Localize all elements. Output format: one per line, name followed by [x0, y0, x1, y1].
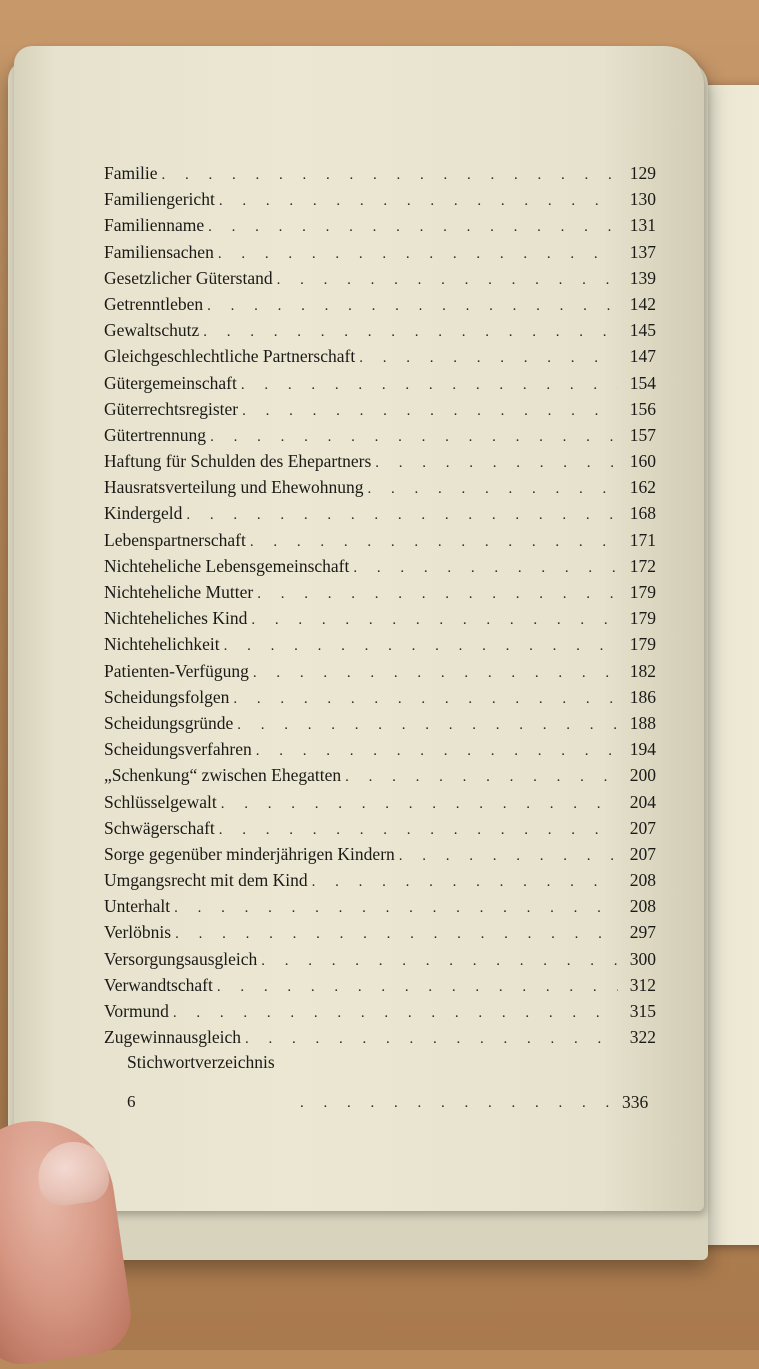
dot-leader: [186, 502, 618, 528]
toc-entry-label: Familiengericht: [104, 189, 215, 210]
dot-leader: [161, 162, 618, 188]
dot-leader: [221, 791, 618, 817]
dot-leader: [256, 738, 618, 764]
dot-leader: [208, 214, 618, 240]
toc-entry: [104, 998, 656, 1024]
toc-entry-page: 139: [629, 267, 656, 288]
toc-entry-label: Lebenspartnerschaft: [104, 529, 246, 550]
dot-leader: [173, 1000, 618, 1026]
toc-entry-page: 179: [629, 634, 656, 655]
toc-entry-label: Nichteheliche Lebensgemeinschaft: [104, 555, 350, 576]
toc-entry-page: 179: [629, 582, 656, 602]
toc-entry-label: Nichteheliche Mutter: [104, 582, 254, 602]
toc-entry-page: 207: [629, 843, 656, 864]
toc-entry-label: Scheidungsverfahren: [104, 739, 252, 760]
dot-leader: [375, 450, 618, 476]
toc-entry-page: 131: [629, 215, 656, 236]
toc-entry: [104, 789, 656, 815]
toc-entry: [104, 684, 656, 710]
dot-leader: [219, 817, 618, 843]
dot-leader: [245, 1026, 618, 1052]
dot-leader: [218, 241, 618, 267]
toc-entry: [104, 160, 656, 186]
toc-entry-label: Gütertrennung: [104, 424, 207, 445]
toc-entry-label: Schlüsselgewalt: [104, 791, 217, 812]
toc-entry-label: Güterrechtsregister: [104, 398, 239, 419]
toc-entry-page: 204: [629, 791, 656, 812]
toc-entry-label: Schwägerschaft: [104, 817, 215, 838]
dot-leader: [210, 424, 618, 450]
toc-entry-label: Familienname: [104, 215, 205, 236]
toc-entry-label: Vormund: [104, 1001, 169, 1021]
toc-entry: [104, 291, 656, 317]
toc-entry-label: Verwandtschaft: [104, 974, 213, 995]
toc-entry: [104, 893, 656, 919]
toc-entry-page: 207: [629, 817, 656, 838]
toc-entry-label: Getrenntleben: [104, 293, 204, 314]
dot-leader: [257, 581, 618, 607]
toc-entry: [104, 474, 656, 500]
dot-leader: [251, 607, 618, 633]
toc-entry-label: Nichteheliches Kind: [104, 608, 248, 629]
toc-entry: [104, 212, 656, 238]
dot-leader: [353, 555, 618, 581]
toc-entry-page: 208: [629, 870, 656, 891]
toc-entry: [104, 736, 656, 762]
toc-entry-page: 142: [629, 293, 656, 314]
dot-leader: [233, 686, 618, 712]
dot-leader: [261, 948, 618, 974]
toc-entry-page: 137: [629, 241, 656, 262]
dot-leader: [242, 398, 618, 424]
toc-entry-page: 154: [629, 372, 656, 393]
toc-entry-page: 145: [629, 320, 656, 341]
toc-entry-page: 182: [629, 660, 656, 681]
toc-entry: [104, 422, 656, 448]
dot-leader: [253, 660, 618, 686]
toc-entry: [104, 867, 656, 893]
toc-entry: [104, 815, 656, 841]
toc-entry: [104, 605, 656, 631]
toc-entry-page: 168: [629, 503, 656, 524]
toc-entry: [104, 841, 656, 867]
dot-leader: [174, 895, 618, 921]
dot-leader: [175, 921, 618, 947]
toc-entry-page: 171: [629, 529, 656, 550]
dot-leader: [399, 843, 618, 869]
toc-entry: [104, 658, 656, 684]
toc-entry-page: 315: [629, 1001, 656, 1021]
dot-leader: [359, 345, 618, 371]
toc-entry: [104, 448, 656, 474]
toc-entry-page: 188: [629, 712, 656, 733]
toc-entry-label: Patienten-Verfügung: [104, 660, 249, 681]
toc-entry: [104, 265, 656, 291]
toc-entry-label: Kindergeld: [104, 503, 183, 524]
toc-entry-label: „Schenkung“ zwischen Ehegatten: [104, 765, 342, 786]
toc-entry-label: Umgangsrecht mit dem Kind: [104, 870, 308, 891]
toc-entry: [104, 500, 656, 526]
toc-entry-page: 156: [629, 398, 656, 419]
toc-entry-page: 160: [629, 451, 656, 472]
toc-entry-page: 162: [629, 477, 656, 498]
toc-entry-label: Scheidungsgründe: [104, 712, 234, 733]
table-of-contents: [104, 160, 656, 1050]
index-entry-page: 336: [622, 1092, 649, 1112]
toc-entry-page: 157: [629, 424, 656, 445]
toc-entry-label: Familiensachen: [104, 241, 214, 262]
toc-entry-label: Scheidungsfolgen: [104, 686, 230, 707]
toc-entry-page: 312: [629, 974, 656, 995]
dot-leader: [250, 529, 618, 555]
dot-leader: [300, 1095, 616, 1112]
dot-leader: [224, 633, 618, 659]
toc-entry-label: Sorge gegenüber minderjährigen Kindern: [104, 843, 395, 864]
dot-leader: [203, 319, 618, 345]
toc-entry-label: Gesetzlicher Güterstand: [104, 267, 273, 288]
toc-entry: [104, 343, 656, 369]
toc-entry: [104, 396, 656, 422]
toc-entry: [104, 972, 656, 998]
dot-leader: [345, 764, 618, 790]
toc-entry: [104, 527, 656, 553]
toc-entry-page: 147: [629, 346, 656, 367]
page-number: 6: [127, 1092, 136, 1111]
toc-entry-page: 297: [629, 922, 656, 943]
toc-entry: [104, 631, 656, 657]
toc-entry-label: Zugewinnausgleich: [104, 1027, 242, 1048]
toc-entry-label: Gewaltschutz: [104, 320, 200, 341]
dot-leader: [217, 974, 618, 1000]
toc-entry: [104, 946, 656, 972]
toc-entry: [104, 710, 656, 736]
dot-leader: [237, 712, 618, 738]
toc-entry-page: 186: [629, 686, 656, 707]
toc-entry: [104, 553, 656, 579]
toc-entry-label: Haftung für Schulden des Ehepartners: [104, 451, 372, 472]
toc-entry-page: 300: [629, 948, 656, 969]
toc-entry-label: Verlöbnis: [104, 922, 172, 943]
toc-entry-label: Hausratsverteilung und Ehewohnung: [104, 477, 364, 498]
dot-leader: [312, 869, 618, 895]
toc-entry: [104, 919, 656, 945]
dot-leader: [219, 188, 618, 214]
dot-leader: [207, 293, 618, 319]
toc-entry-page: 179: [629, 608, 656, 629]
toc-entry-page: 208: [629, 896, 656, 917]
toc-entry: [104, 186, 656, 212]
toc-entry-label: Versorgungsausgleich: [104, 948, 258, 969]
toc-entry: [104, 1024, 656, 1050]
toc-entry: [104, 762, 656, 788]
toc-entry-page: 322: [629, 1027, 656, 1048]
dot-leader: [368, 476, 618, 502]
toc-entry-label: Familie: [104, 163, 158, 183]
toc-entry-page: 172: [629, 555, 656, 576]
toc-entry: [104, 239, 656, 265]
dot-leader: [241, 372, 618, 398]
toc-entry-label: Gleichgeschlechtliche Partnerschaft: [104, 346, 356, 367]
toc-entry-label: Nichtehelichkeit: [104, 634, 220, 655]
toc-entry: [104, 370, 656, 396]
toc-entry-page: 130: [629, 189, 656, 210]
toc-entry-page: 194: [629, 739, 656, 760]
toc-entry-label: Gütergemeinschaft: [104, 372, 237, 393]
toc-entry: [104, 579, 656, 605]
toc-entry-page: 129: [629, 163, 656, 183]
toc-entry-page: 200: [629, 765, 656, 786]
index-entry-label: Stichwortverzeichnis: [127, 1052, 275, 1072]
toc-entry-label: Unterhalt: [104, 896, 171, 917]
toc-entry: [104, 317, 656, 343]
dot-leader: [277, 267, 618, 293]
